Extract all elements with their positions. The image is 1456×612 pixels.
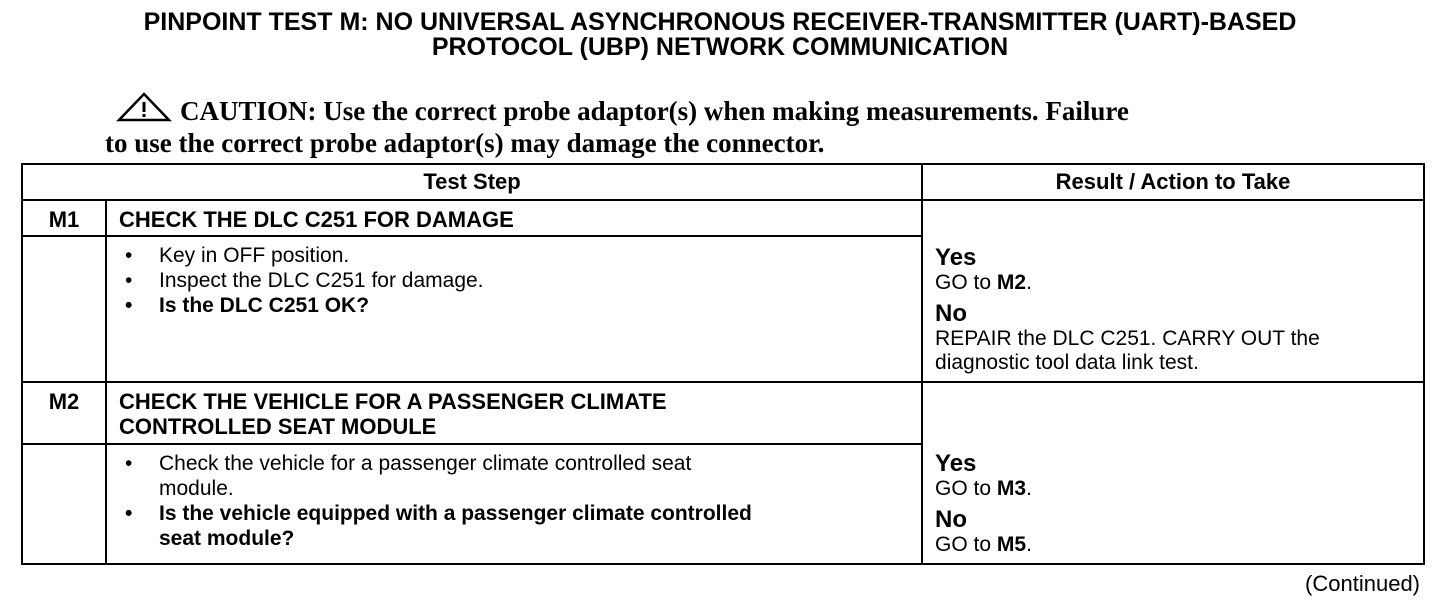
header-test-step: Test Step — [22, 164, 922, 200]
result-answer: No — [935, 506, 968, 533]
title-line-1: PINPOINT TEST M: NO UNIVERSAL ASYNCHRONOUS RECEIVER-TRANSMITTER (UART)-BASED — [143, 8, 1297, 36]
result-answer: Yes — [935, 450, 977, 477]
result-action: GO to M3. — [935, 477, 1032, 500]
result-action: GO to M2. — [935, 271, 1032, 294]
list-item: • Inspect the DLC C251 for damage. — [125, 269, 484, 292]
step-body — [106, 236, 922, 382]
step-m2-result — [922, 382, 1424, 564]
caution-line-1: CAUTION: Use the correct probe adaptor(s) when making measurements. Failure — [180, 96, 1129, 126]
pinpoint-test-table — [21, 163, 1425, 565]
page-title — [0, 10, 1440, 60]
list-item: • Key in OFF position. — [125, 244, 350, 267]
step-title: CHECK THE VEHICLE FOR A PASSENGER CLIMATE CONTROLLED SEAT MODULE — [106, 382, 922, 444]
caution-line-2: to use the correct probe adaptor(s) may damage the connector. — [105, 128, 825, 158]
result-answer: Yes — [935, 244, 977, 271]
title-line-2: PROTOCOL (UBP) NETWORK COMMUNICATION — [431, 33, 1009, 61]
result-answer: No — [935, 300, 968, 327]
header-result: Result / Action to Take — [922, 164, 1424, 200]
step-m1-result — [922, 200, 1424, 382]
warning-triangle-icon — [116, 92, 172, 122]
table-header-row — [22, 164, 1424, 200]
caution-notice — [105, 92, 1365, 159]
continued-label: (Continued) — [1305, 571, 1420, 596]
step-m1-title-row — [22, 200, 1424, 236]
step-id: M2 — [22, 382, 106, 444]
result-action: REPAIR the DLC C251. CARRY OUT the diagnostic tool data link test. — [935, 327, 1320, 374]
list-item: • Is the DLC C251 OK? — [125, 294, 370, 317]
step-m2-title-row — [22, 382, 1424, 444]
step-id: M1 — [22, 200, 106, 236]
step-body — [106, 444, 922, 564]
result-action: GO to M5. — [935, 533, 1032, 556]
step-title: CHECK THE DLC C251 FOR DAMAGE — [106, 200, 922, 236]
list-item: • Check the vehicle for a passenger climate controlled seat module. — [125, 452, 692, 500]
list-item: • Is the vehicle equipped with a passenger climate controlled seat module? — [125, 502, 752, 550]
